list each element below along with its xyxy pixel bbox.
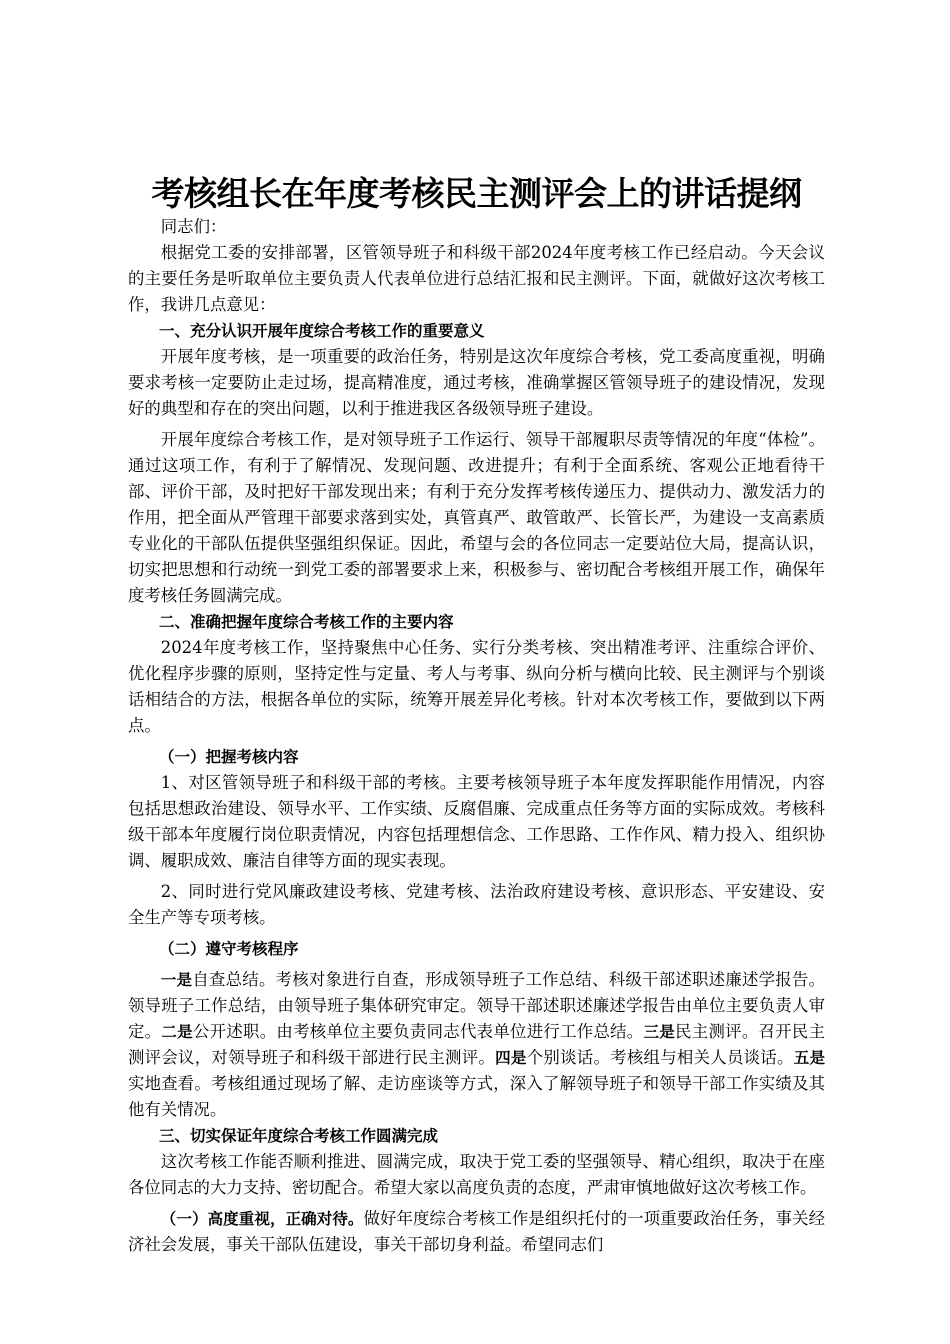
subsection2-1-paragraph-2: 2、同时进行党风廉政建设考核、党建考核、法治政府建设考核、意识形态、平安建设、安全生产等专项考核。 bbox=[128, 882, 825, 927]
section1-paragraph-2: 开展年度综合考核工作，是对领导班子工作运行、领导干部履职尽责等情况的年度“体检”。通过这项工作，有利于了解情况、发现问题、改进提升；有利于全面系统、客观公正地看待干部、评价干部，及时把好干部发现出来；有利于充分发挥考核传递压力、提供动力、激发活力的作用，把全面从严管理干部要求落到实处，真管真严、敢管敢严、长管长严，为建设一支高素质专业化的干部队伍提供坚强组织保证。因此，希望与会的各位同志一定要站位大局，提高认识，切实把思想和行动统一到党工委的部署要求上来，积极参与、密切配合考核组开展工作，确保年度考核任务圆满完成。 bbox=[128, 430, 825, 605]
intro-paragraph: 根据党工委的安排部署，区管领导班子和科级干部2024年度考核工作已经启动。今天会议的主要任务是听取单位主要负责人代表单位进行总结汇报和民主测评。下面，就做好这次考核工作，我讲几点意见： bbox=[128, 243, 825, 314]
subsection-heading-2-1: （一）把握考核内容 bbox=[159, 748, 299, 766]
section-heading-2: 二、准确把握年度综合考核工作的主要内容 bbox=[159, 613, 454, 631]
procedure-paragraph bbox=[128, 967, 825, 1123]
section3-subsection-1-lead: （一）高度重视，正确对待。 bbox=[160, 1210, 364, 1228]
procedure-step-2-label: 二是 bbox=[161, 1023, 193, 1041]
procedure-step-1-label: 一是 bbox=[160, 971, 193, 989]
section-heading-1: 一、充分认识开展年度综合考核工作的重要意义 bbox=[159, 322, 485, 340]
document-title: 考核组长在年度考核民主测评会上的讲话提纲 bbox=[151, 174, 802, 213]
procedure-step-4-label: 四是 bbox=[495, 1049, 527, 1067]
procedure-step-3-label: 三是 bbox=[643, 1023, 676, 1041]
document-body bbox=[128, 174, 825, 1258]
procedure-step-3-text: 民主测评。召开民主测评会议，对领导班子和科级干部进行民主测评。 bbox=[128, 1022, 825, 1067]
procedure-step-2-text: 公开述职。由考核单位主要负责同志代表单位进行工作总结。 bbox=[192, 1022, 644, 1041]
section3-subsection-1-paragraph bbox=[128, 1206, 825, 1258]
procedure-step-4-text: 个别谈话。考核组与相关人员谈话。 bbox=[526, 1048, 794, 1067]
section-heading-3: 三、切实保证年度综合考核工作圆满完成 bbox=[159, 1127, 439, 1145]
section3-subsection-1-text: 做好年度综合考核工作是组织托付的一项重要政治任务，事关经济社会发展，事关干部队伍建设，事关干部切身利益。希望同志们 bbox=[128, 1209, 825, 1254]
procedure-step-5-label: 五是 bbox=[793, 1049, 825, 1067]
section2-paragraph-1: 2024年度考核工作，坚持聚焦中心任务、实行分类考核、突出精准考评、注重综合评价、优化程序步骤的原则，坚持定性与定量、考人与考事、纵向分析与横向比较、民主测评与个别谈话相结合的方法，根据各单位的实际，统筹开展差异化考核。针对本次考核工作，要做到以下两点。 bbox=[128, 638, 825, 735]
section3-paragraph-1: 这次考核工作能否顺利推进、圆满完成，取决于党工委的坚强领导、精心组织，取决于在座各位同志的大力支持、密切配合。希望大家以高度负责的态度，严肃审慎地做好这次考核工作。 bbox=[128, 1152, 825, 1197]
procedure-step-1-text: 自查总结。考核对象进行自查，形成领导班子工作总结、科级干部述职述廉述学报告。领导班子工作总结，由领导班子集体研究审定。领导干部述职述廉述学报告由单位主要负责人审定。 bbox=[128, 970, 825, 1041]
salutation: 同志们： bbox=[160, 217, 227, 236]
subsection2-1-paragraph-1: 1、对区管领导班子和科级干部的考核。主要考核领导班子本年度发挥职能作用情况，内容包括思想政治建设、领导水平、工作实绩、反腐倡廉、完成重点任务等方面的实际成效。考核科级干部本年度履行岗位职责情况，内容包括理想信念、工作思路、工作作风、精力投入、组织协调、履职成效、廉洁自律等方面的现实表现。 bbox=[128, 773, 825, 870]
procedure-step-5-text: 实地查看。考核组通过现场了解、走访座谈等方式，深入了解领导班子和领导干部工作实绩及其他有关情况。 bbox=[128, 1074, 825, 1119]
section1-paragraph-1: 开展年度考核，是一项重要的政治任务，特别是这次年度综合考核，党工委高度重视，明确要求考核一定要防止走过场，提高精准度，通过考核，准确掌握区管领导班子的建设情况，发现好的典型和存在的突出问题，以利于推进我区各级领导班子建设。 bbox=[128, 347, 825, 418]
subsection-heading-2-2: （二）遵守考核程序 bbox=[159, 940, 299, 958]
